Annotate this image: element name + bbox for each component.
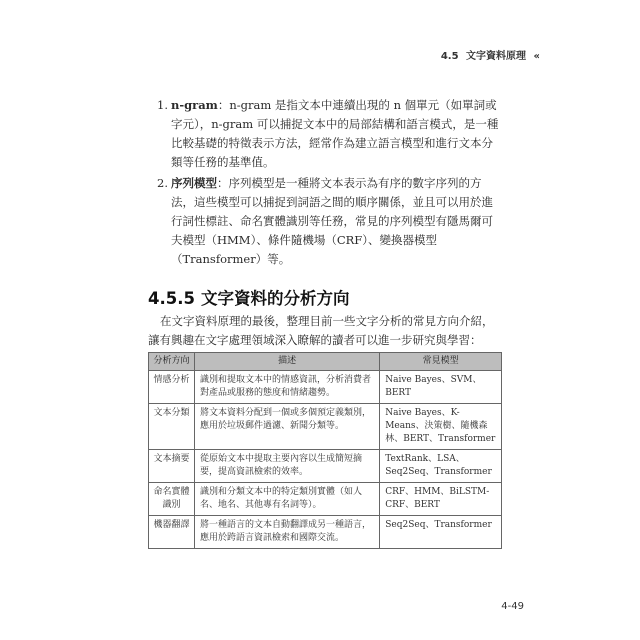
cell-direction: 文本分類 <box>149 404 195 450</box>
section-heading <box>148 285 349 309</box>
header-title: 文字資料原理 <box>466 51 527 62</box>
table-row <box>149 516 502 549</box>
section-number: 4.5.5 <box>148 289 195 308</box>
cell-models: Naive Bayes、SVM、BERT <box>380 371 502 404</box>
running-header <box>441 47 540 62</box>
list-item-text: ：序列模型是一種將文本表示為有序的數字序列的方法，這些模型可以捕捉到詞語之間的順序關係，並且可以用於進行詞性標註、命名實體識別等任務，常見的序列模型有隱馬爾可夫模型（HMM）、條件隨機場（CRF）、變換器模型（Transformer）等。 <box>171 176 493 266</box>
cell-description: 將文本資料分配到一個或多個預定義類別，應用於垃圾郵件過濾、新聞分類等。 <box>195 404 380 450</box>
header-section-number: 4.5 <box>440 51 459 62</box>
table-row <box>149 404 502 450</box>
cell-description: 將一種語言的文本自動翻譯成另一種語言，應用於跨語言資訊檢索和國際交流。 <box>195 516 380 549</box>
table-header-row <box>149 353 502 371</box>
cell-models: TextRank、LSA、Seq2Seq、Transformer <box>380 450 502 483</box>
analysis-table <box>148 352 502 549</box>
list-item-number: 2. <box>157 176 168 190</box>
list-item-number: 1. <box>157 98 168 112</box>
list-item-text: ：n-gram 是指文本中連續出現的 n 個單元（如單詞或字元），n-gram 可以捕捉文本中的局部結構和語言模式，是一種比較基礎的特徵表示方法，經常作為建立語言模型和進行文本分類等任務的基準值。 <box>171 98 499 169</box>
section-title: 文字資料的分析方向 <box>200 289 350 308</box>
cell-direction: 情感分析 <box>149 371 195 404</box>
cell-direction: 命名實體識別 <box>149 483 195 516</box>
list-item-term: n-gram <box>171 98 218 112</box>
page-number: 4-49 <box>501 601 524 612</box>
cell-models: Seq2Seq、Transformer <box>380 516 502 549</box>
cell-models: CRF、HMM、BiLSTM-CRF、BERT <box>380 483 502 516</box>
header-marker: « <box>533 51 540 62</box>
column-header-direction: 分析方向 <box>149 353 195 371</box>
table-row <box>149 450 502 483</box>
column-header-models: 常見模型 <box>380 353 502 371</box>
cell-direction: 文本摘要 <box>149 450 195 483</box>
list-item <box>157 174 501 269</box>
table-row <box>149 483 502 516</box>
list-item <box>157 96 501 172</box>
intro-paragraph: 在文字資料原理的最後，整理目前一些文字分析的常見方向介紹，讓有興趣在文字處理領域深入瞭解的讀者可以進一步研究與學習： <box>148 314 494 347</box>
cell-description: 從原始文本中提取主要內容以生成簡短摘要，提高資訊檢索的效率。 <box>195 450 380 483</box>
cell-description: 識別和提取文本中的情感資訊，分析消費者對產品或服務的態度和情緒趨勢。 <box>195 371 380 404</box>
cell-description: 識別和分類文本中的特定類別實體（如人名、地名、其他專有名詞等）。 <box>195 483 380 516</box>
column-header-description: 描述 <box>195 353 380 371</box>
table-row <box>149 371 502 404</box>
list-item-term: 序列模型 <box>171 176 217 190</box>
cell-direction: 機器翻譯 <box>149 516 195 549</box>
cell-models: Naive Bayes、K-Means、決策樹、隨機森林、BERT、Transformer <box>380 404 502 450</box>
